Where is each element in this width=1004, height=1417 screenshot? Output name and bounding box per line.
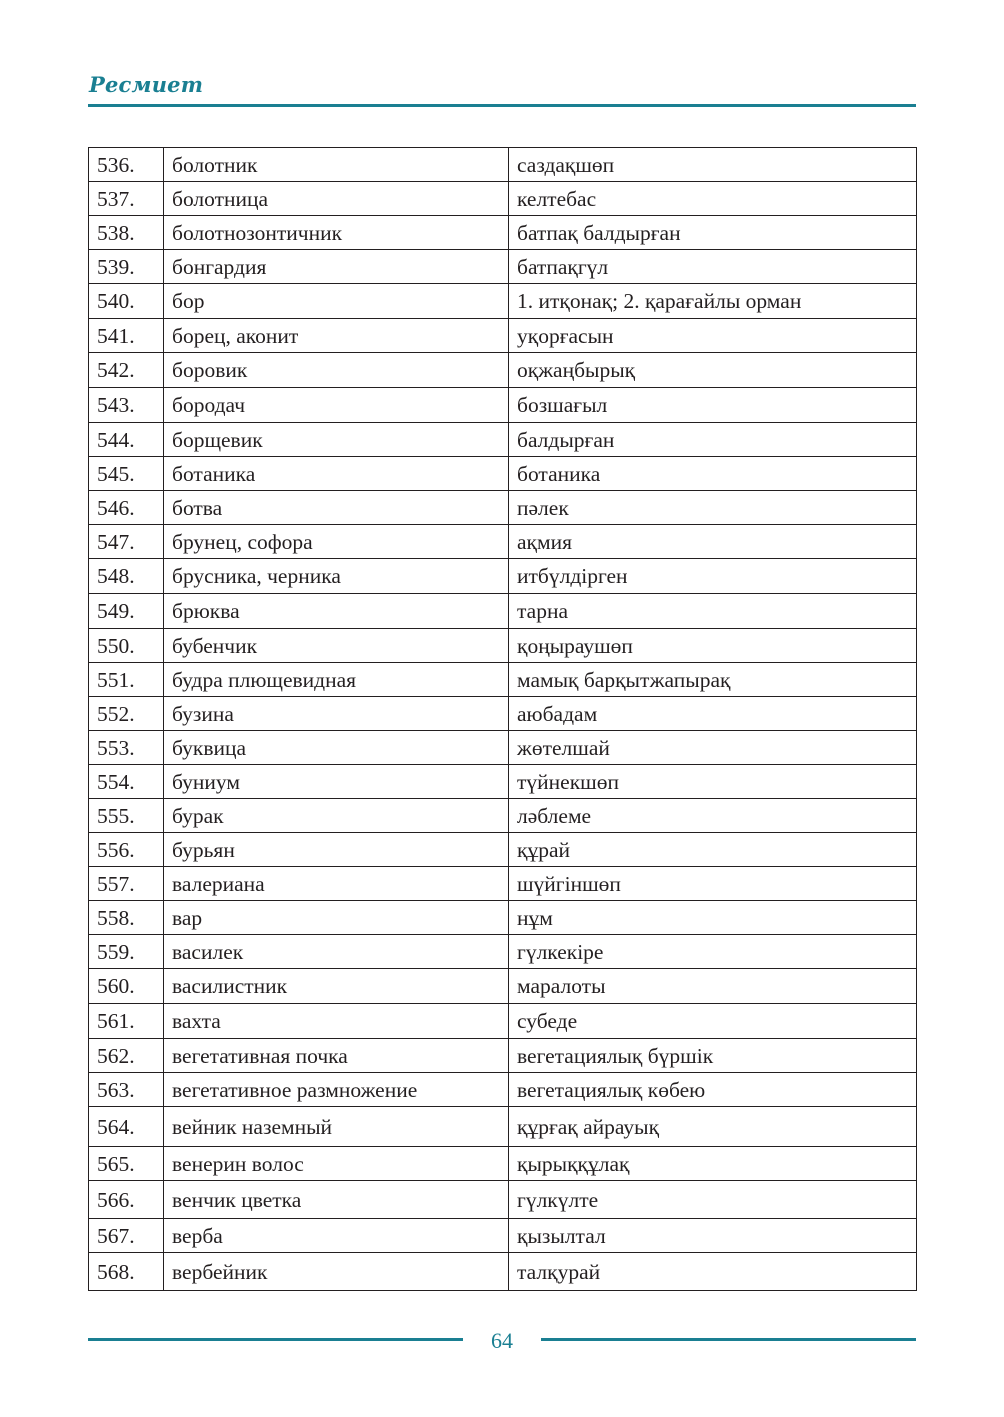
kazakh-term: жөтелшай: [509, 731, 917, 765]
entry-number: 549.: [89, 594, 164, 629]
table-row: [89, 1107, 917, 1147]
table-row: [89, 799, 917, 833]
entry-number: 560.: [89, 969, 164, 1004]
kazakh-term: мамық барқытжапырақ: [509, 663, 917, 697]
table-row: [89, 491, 917, 525]
kazakh-term: түйнекшөп: [509, 765, 917, 799]
russian-term: ботаника: [164, 457, 509, 491]
russian-term: брунец, софора: [164, 525, 509, 559]
entry-number: 538.: [89, 216, 164, 250]
russian-term: болотнозонтичник: [164, 216, 509, 250]
entry-number: 557.: [89, 867, 164, 901]
table-row: [89, 1147, 917, 1181]
table-row: [89, 1039, 917, 1073]
entry-number: 544.: [89, 423, 164, 457]
entry-number: 551.: [89, 663, 164, 697]
entry-number: 567.: [89, 1219, 164, 1253]
entry-number: 564.: [89, 1107, 164, 1147]
table-row: [89, 559, 917, 594]
russian-term: будра плющевидная: [164, 663, 509, 697]
kazakh-term: итбүлдірген: [509, 559, 917, 594]
entry-number: 563.: [89, 1073, 164, 1107]
kazakh-term: келтебас: [509, 182, 917, 216]
kazakh-term: балдырған: [509, 423, 917, 457]
russian-term: венерин волос: [164, 1147, 509, 1181]
table-row: [89, 901, 917, 935]
entry-number: 537.: [89, 182, 164, 216]
entry-number: 548.: [89, 559, 164, 594]
kazakh-term: талқурай: [509, 1253, 917, 1291]
entry-number: 559.: [89, 935, 164, 969]
russian-term: бородач: [164, 388, 509, 423]
kazakh-term: нұм: [509, 901, 917, 935]
russian-term: болотница: [164, 182, 509, 216]
table-row: [89, 457, 917, 491]
kazakh-term: ләблеме: [509, 799, 917, 833]
table-row: [89, 250, 917, 284]
table-row: [89, 1004, 917, 1039]
russian-term: вейник наземный: [164, 1107, 509, 1147]
kazakh-term: пәлек: [509, 491, 917, 525]
entry-number: 541.: [89, 319, 164, 353]
kazakh-term: қызылтал: [509, 1219, 917, 1253]
kazakh-term: қоңыраушөп: [509, 629, 917, 663]
kazakh-term: маралоты: [509, 969, 917, 1004]
table-row: [89, 1253, 917, 1291]
entry-number: 554.: [89, 765, 164, 799]
table-row: [89, 388, 917, 423]
table-row: [89, 935, 917, 969]
table-row: [89, 663, 917, 697]
russian-term: болотник: [164, 148, 509, 182]
kazakh-term: қырыққұлақ: [509, 1147, 917, 1181]
russian-term: борщевик: [164, 423, 509, 457]
russian-term: бонгардия: [164, 250, 509, 284]
entry-number: 565.: [89, 1147, 164, 1181]
entry-number: 555.: [89, 799, 164, 833]
table-row: [89, 969, 917, 1004]
entry-number: 542.: [89, 353, 164, 388]
russian-term: боровик: [164, 353, 509, 388]
table-row: [89, 594, 917, 629]
entry-number: 556.: [89, 833, 164, 867]
kazakh-term: құрай: [509, 833, 917, 867]
table-row: [89, 629, 917, 663]
entry-number: 539.: [89, 250, 164, 284]
entry-number: 568.: [89, 1253, 164, 1291]
kazakh-term: 1. итқонақ; 2. қарағайлы орман: [509, 284, 917, 319]
kazakh-term: бозшағыл: [509, 388, 917, 423]
header-divider: [88, 104, 916, 107]
table-row: [89, 765, 917, 799]
table-row: [89, 525, 917, 559]
russian-term: ботва: [164, 491, 509, 525]
kazakh-term: вегетациялық бүршік: [509, 1039, 917, 1073]
russian-term: вегетативная почка: [164, 1039, 509, 1073]
kazakh-term: ботаника: [509, 457, 917, 491]
russian-term: бор: [164, 284, 509, 319]
table-row: [89, 148, 917, 182]
russian-term: вахта: [164, 1004, 509, 1039]
kazakh-term: саздақшөп: [509, 148, 917, 182]
kazakh-term: уқорғасын: [509, 319, 917, 353]
entry-number: 566.: [89, 1181, 164, 1219]
table-row: [89, 182, 917, 216]
table-row: [89, 319, 917, 353]
footer-divider-left: [88, 1338, 463, 1341]
entry-number: 552.: [89, 697, 164, 731]
kazakh-term: гүлкүлте: [509, 1181, 917, 1219]
russian-term: вар: [164, 901, 509, 935]
table-row: [89, 1181, 917, 1219]
table-row: [89, 216, 917, 250]
entry-number: 558.: [89, 901, 164, 935]
entry-number: 550.: [89, 629, 164, 663]
entry-number: 543.: [89, 388, 164, 423]
russian-term: борец, аконит: [164, 319, 509, 353]
kazakh-term: вегетациялық көбею: [509, 1073, 917, 1107]
russian-term: бурьян: [164, 833, 509, 867]
table-row: [89, 423, 917, 457]
footer-divider-right: [541, 1338, 916, 1341]
entry-number: 540.: [89, 284, 164, 319]
kazakh-term: батпақгүл: [509, 250, 917, 284]
russian-term: венчик цветка: [164, 1181, 509, 1219]
glossary-table: [88, 147, 917, 1291]
table-row: [89, 284, 917, 319]
table-row: [89, 353, 917, 388]
kazakh-term: ақмия: [509, 525, 917, 559]
russian-term: вегетативное размножение: [164, 1073, 509, 1107]
table-row: [89, 1219, 917, 1253]
table-row: [89, 731, 917, 765]
section-title: Ресмиет: [89, 72, 204, 97]
kazakh-term: аюбадам: [509, 697, 917, 731]
table-row: [89, 697, 917, 731]
glossary-body: [89, 148, 917, 1291]
kazakh-term: шүйгіншөп: [509, 867, 917, 901]
kazakh-term: субеде: [509, 1004, 917, 1039]
kazakh-term: оқжаңбырық: [509, 353, 917, 388]
kazakh-term: тарна: [509, 594, 917, 629]
russian-term: буниум: [164, 765, 509, 799]
entry-number: 545.: [89, 457, 164, 491]
russian-term: василистник: [164, 969, 509, 1004]
entry-number: 547.: [89, 525, 164, 559]
russian-term: брюква: [164, 594, 509, 629]
kazakh-term: батпақ балдырған: [509, 216, 917, 250]
russian-term: вербейник: [164, 1253, 509, 1291]
russian-term: буквица: [164, 731, 509, 765]
entry-number: 561.: [89, 1004, 164, 1039]
page-number: 64: [491, 1328, 513, 1353]
russian-term: бурак: [164, 799, 509, 833]
table-row: [89, 867, 917, 901]
entry-number: 562.: [89, 1039, 164, 1073]
kazakh-term: гүлкекіре: [509, 935, 917, 969]
entry-number: 553.: [89, 731, 164, 765]
russian-term: валериана: [164, 867, 509, 901]
russian-term: верба: [164, 1219, 509, 1253]
russian-term: василек: [164, 935, 509, 969]
entry-number: 536.: [89, 148, 164, 182]
russian-term: бузина: [164, 697, 509, 731]
russian-term: брусника, черника: [164, 559, 509, 594]
kazakh-term: құрғақ айрауық: [509, 1107, 917, 1147]
russian-term: бубенчик: [164, 629, 509, 663]
table-row: [89, 833, 917, 867]
table-row: [89, 1073, 917, 1107]
entry-number: 546.: [89, 491, 164, 525]
